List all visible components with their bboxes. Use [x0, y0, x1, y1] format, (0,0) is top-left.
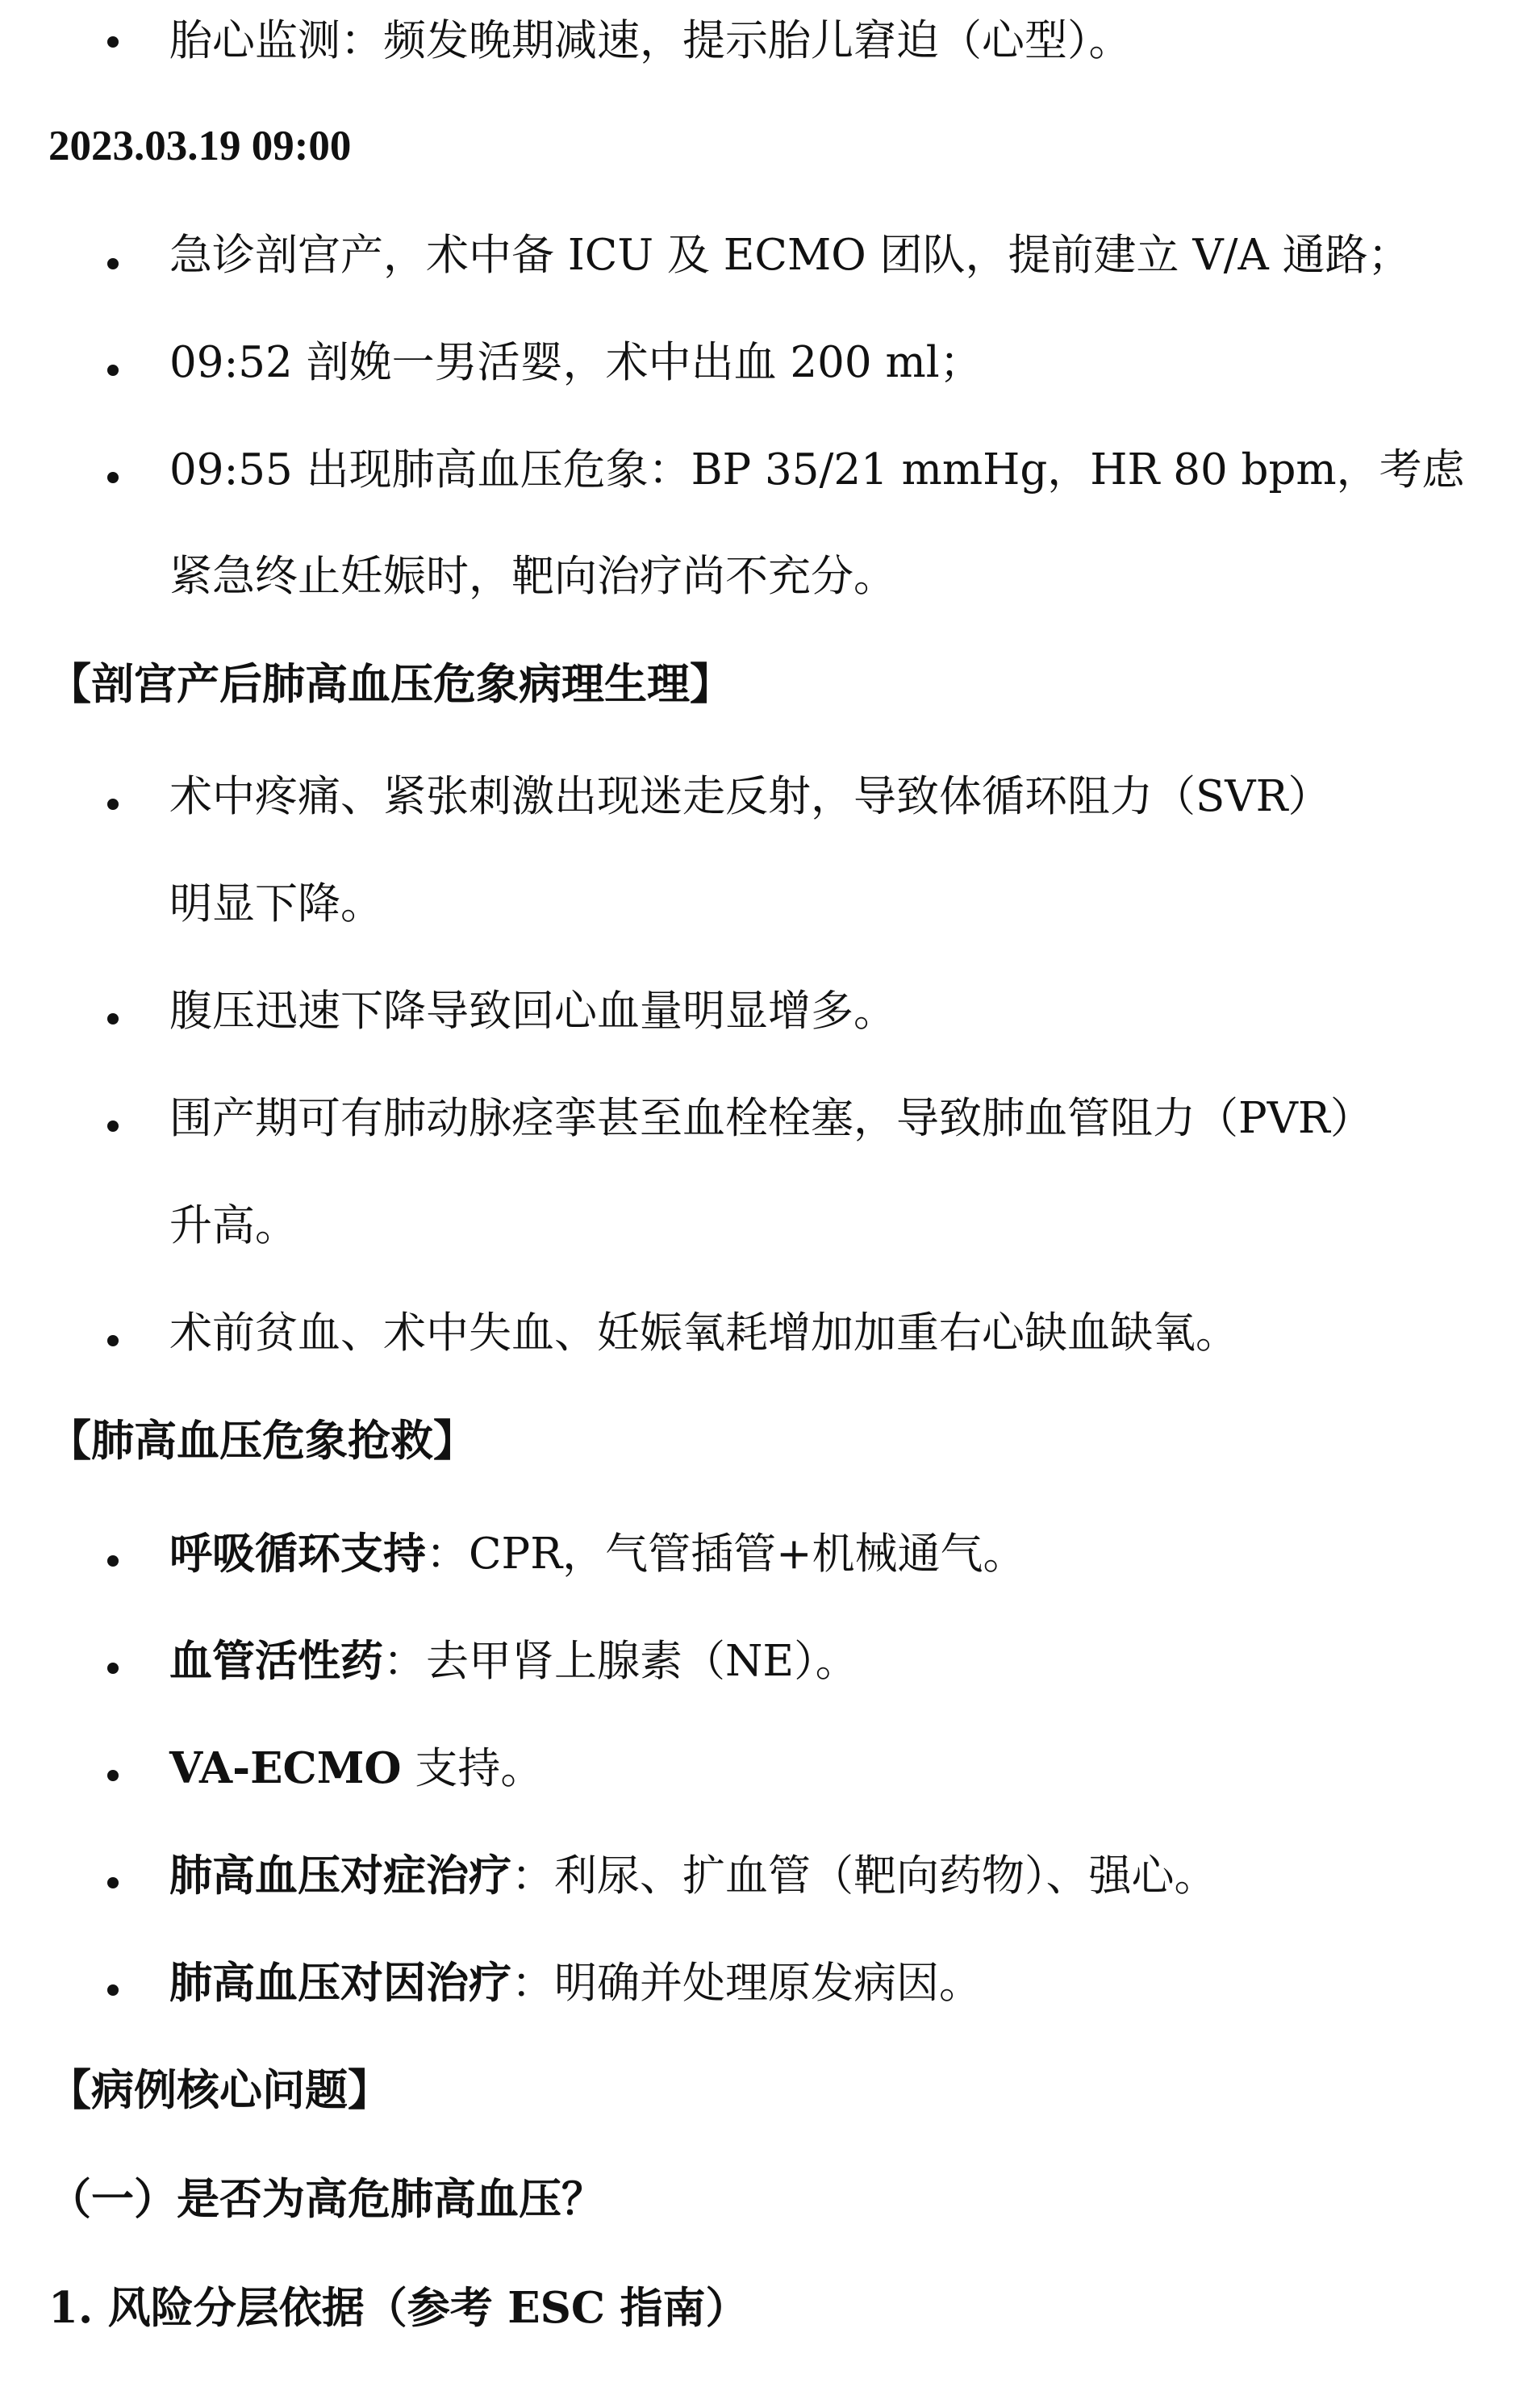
bullet-dot: [107, 1877, 119, 1888]
patho-item-4: 术前贫血、术中失血、妊娠氧耗增加加重右心缺血缺氧。: [169, 1308, 1238, 1358]
rescue-item-1: [169, 1527, 1026, 1581]
rescue-item-1-detail: ：CPR，气管插管+机械通气。: [426, 1529, 1026, 1579]
rescue-item-5: [169, 1956, 982, 2010]
bullet-dot: [107, 1555, 119, 1567]
bullet-dot: [107, 365, 119, 376]
bullet-dot: [107, 258, 119, 269]
fetal-monitoring-text: 胎心监测：频发晚期减速，提示胎儿窘迫（心型）。: [169, 16, 1132, 65]
rescue-item-1-label: 呼吸循环支持: [169, 1529, 426, 1579]
patho-item-1-line2: 明显下降。: [169, 879, 383, 929]
numbered-item-1: 1. 风险分层依据（参考 ESC 指南）: [48, 2283, 749, 2333]
rescue-item-2-label: 血管活性药: [169, 1636, 383, 1686]
section-heading-pathophysiology: 【剖宫产后肺高血压危象病理生理】: [48, 659, 732, 709]
question-1-heading: （一）是否为高危肺高血压？: [48, 2174, 604, 2224]
bullet-dot: [107, 1013, 119, 1024]
event-crisis-line1: 09:55 出现肺高血压危象：BP 35/21 mmHg，HR 80 bpm，考虑: [169, 445, 1465, 495]
rescue-item-2-detail: ：去甲肾上腺素（NE）。: [383, 1637, 858, 1686]
bullet-dot: [107, 1335, 119, 1346]
rescue-item-4-label: 肺高血压对症治疗: [169, 1851, 511, 1901]
rescue-item-4: [169, 1849, 1217, 1903]
bullet-dot: [107, 1663, 119, 1674]
patho-item-1-line1: 术中疼痛、紧张刺激出现迷走反射，导致体循环阻力（SVR）: [169, 772, 1331, 821]
event-cesarean: 急诊剖宫产，术中备 ICU 及 ECMO 团队，提前建立 V/A 通路；: [169, 231, 1411, 280]
rescue-item-5-detail: ：明确并处理原发病因。: [511, 1959, 982, 2008]
patho-item-2: 腹压迅速下降导致回心血量明显增多。: [169, 987, 896, 1036]
event-crisis-line2: 紧急终止妊娠时，靶向治疗尚不充分。: [169, 552, 896, 601]
bullet-dot: [107, 472, 119, 483]
section-heading-rescue: 【肺高血压危象抢救】: [48, 1416, 476, 1466]
rescue-item-5-label: 肺高血压对因治疗: [169, 1958, 511, 2008]
bullet-dot: [107, 1770, 119, 1781]
timestamp: 2023.03.19 09:00: [48, 123, 352, 169]
bullet-dot: [107, 36, 119, 48]
patho-item-3-line2: 升高。: [169, 1201, 298, 1250]
section-heading-core-questions: 【病例核心问题】: [48, 2065, 390, 2115]
bullet-dot: [107, 1984, 119, 1996]
rescue-item-3: [169, 1742, 543, 1796]
rescue-item-3-label: VA-ECMO: [169, 1743, 402, 1793]
rescue-item-2: [169, 1634, 858, 1688]
rescue-item-3-detail: 支持。: [401, 1744, 544, 1793]
bullet-dot: [107, 799, 119, 810]
patho-item-3-line1: 围产期可有肺动脉痉挛甚至血栓栓塞，导致肺血管阻力（PVR）: [169, 1094, 1373, 1143]
event-birth: 09:52 剖娩一男活婴，术中出血 200 ml；: [169, 338, 983, 387]
rescue-item-4-detail: ：利尿、扩血管（靶向药物）、强心。: [511, 1851, 1217, 1901]
bullet-dot: [107, 1120, 119, 1132]
